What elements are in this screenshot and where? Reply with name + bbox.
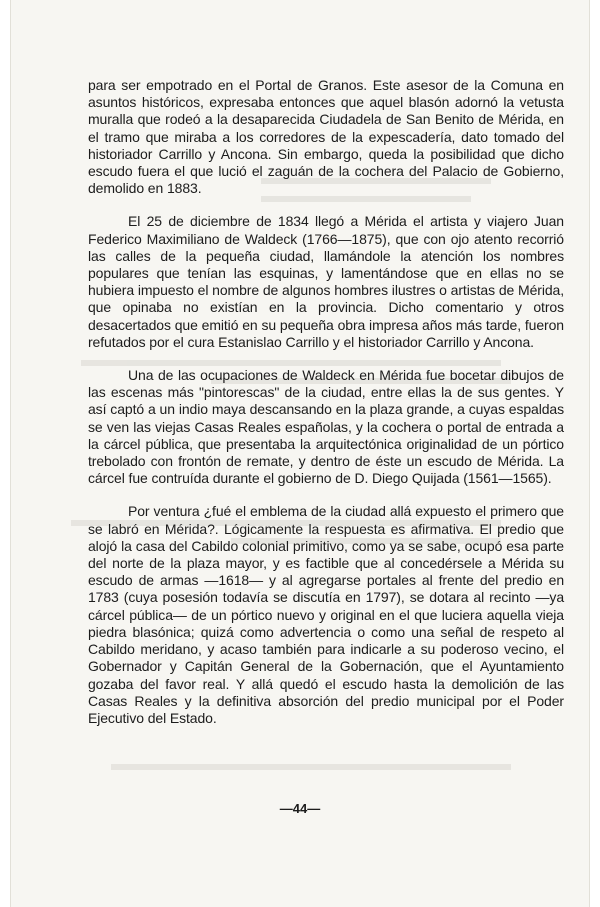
page-number: —44— xyxy=(279,801,321,816)
paragraph-4: Por ventura ¿fué el emblema de la ciudad allá expuesto el primero que se labró en Mérida?. Lógicamente la respuesta es afirmativa. El predio que alojó la casa del Cabildo colonial primitivo, como ya se sabe, ocupó esa parte del norte de la plaza mayor, y es factible que al concedérsele a Mérida su escudo de armas —1618— y al agregarse portales al frente del predio en 1783 (cuya posesión todavía se discutía en 1797), se dotara al recinto —ya cárcel pública— de un pórtico nuevo y original en el que luciera aquella vieja piedra blasónica; quizá como advertencia o como una señal de respeto al Cabildo meridano, y acaso también para indicarle a su poderoso vecino, el Gobernador y Capitán General de la Gobernación, que el Ayuntamiento gozaba del favor real. Y allá quedó el escudo hasta la demolición de las Casas Reales y la definitiva absorción del predio municipal por el Poder Ejecutivo del Estado. xyxy=(88,503,564,726)
book-page xyxy=(10,0,590,907)
paragraph-1: para ser empotrado en el Portal de Granos. Este asesor de la Comuna en asuntos históricos, expresaba entonces que aquel blasón adornó la vetusta muralla que rodeó a la desaparecida Ciudadela de San Benito de Mérida, en el tramo que miraba a los corredores de la expescadería, dato tomado del historiador Carrillo y Ancona. Sin embargo, queda la posibilidad que dicho escudo fuera el que lució el zaguán de la cochera del Palacio de Gobierno, demolido en 1883. xyxy=(88,77,564,197)
body-text xyxy=(88,77,564,743)
paragraph-3: Una de las ocupaciones de Waldeck en Mérida fue bocetar dibujos de las escenas más "pintorescas" de la ciudad, entre ellas la de sus gentes. Y así captó a un indio maya descansando en la plaza grande, a cuyas espaldas se ven las viejas Casas Reales españolas, y la cochera o portal de entrada a la cárcel pública, que presentaba la arquitectónica originalidad de un pórtico trebolado con frontón de remate, y dentro de éste un escudo de Mérida. La cárcel fue contruída durante el gobierno de D. Diego Quijada (1561—1565). xyxy=(88,367,564,487)
paragraph-2: El 25 de diciembre de 1834 llegó a Mérida el artista y viajero Juan Federico Maximiliano de Waldeck (1766—1875), que con ojo atento recorrió las calles de la pequeña ciudad, llamándole la atención los nombres populares que tenían las esquinas, y lamentándose que en ellas no se hubiera impuesto el nombre de algunos hombres ilustres o artistas de Mérida, que opinaba no existían en la provincia. Dicho comentario y otros desacertados que emitió en su pequeña obra impresa años más tarde, fueron refutados por el cura Estanislao Carrillo y el historiador Carrillo y Ancona. xyxy=(88,213,564,350)
